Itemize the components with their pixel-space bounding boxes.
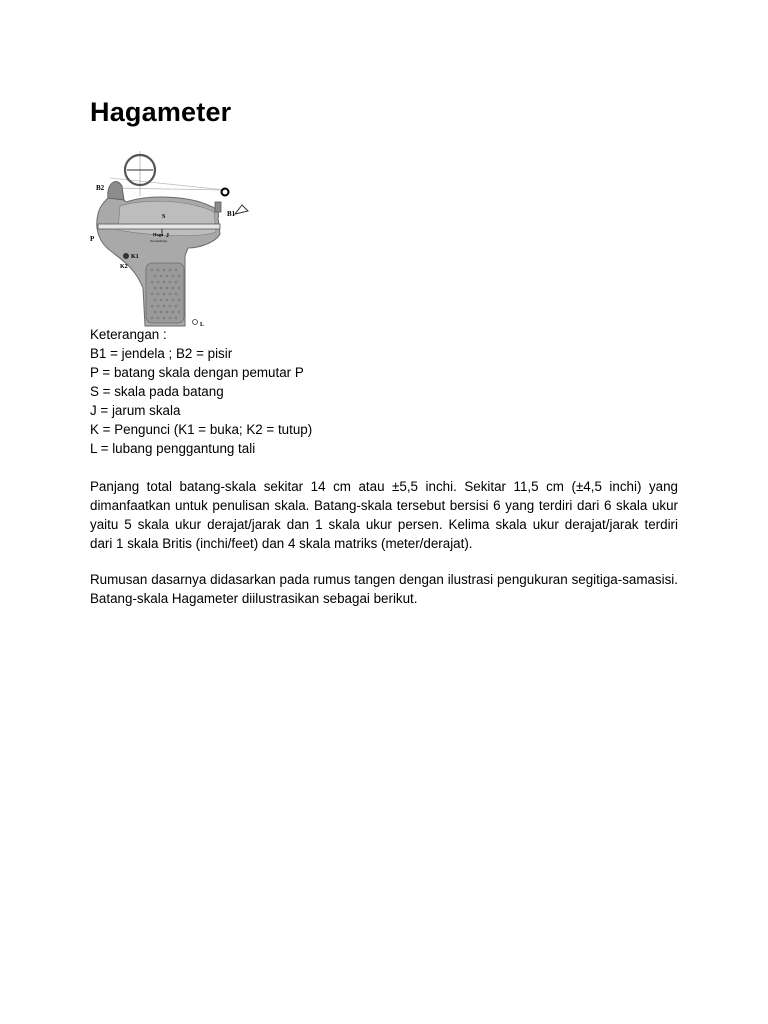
- legend: [90, 325, 312, 458]
- label-brand: Haga: [153, 232, 164, 237]
- legend-item: K = Pengunci (K1 = buka; K2 = tutup): [90, 422, 313, 437]
- paragraph-line: dimanfaatkan untuk penulisan skala. Batang-skala tersebut bersisi 6 yang terdiri dari 6 skala ukur: [90, 498, 678, 513]
- k1-knob: [123, 253, 129, 259]
- grip-texture: [146, 263, 184, 323]
- label-l: L: [200, 322, 205, 328]
- label-k2: K2: [120, 264, 128, 270]
- label-b1: B1: [227, 210, 236, 218]
- ring-icon: [222, 189, 229, 196]
- paragraph-line: Batang-skala Hagameter diilustrasikan sebagai berikut.: [90, 591, 418, 606]
- sight-b1: [215, 202, 221, 212]
- legend-heading: Keterangan :: [90, 327, 167, 342]
- label-country: W-Germany: [150, 239, 168, 243]
- legend-item: P = batang skala dengan pemutar P: [90, 365, 304, 380]
- paragraph-line: Rumusan dasarnya didasarkan pada rumus tangen dengan ilustrasi pengukuran segitiga-samasisi.: [90, 572, 678, 587]
- legend-item: L = lubang penggantung tali: [90, 441, 256, 456]
- sight-b2: [108, 182, 124, 200]
- paragraph-formula: [90, 570, 678, 608]
- hagameter-figure: [90, 148, 250, 328]
- legend-item: S = skala pada batang: [90, 384, 224, 399]
- l-hole: [193, 320, 198, 325]
- label-k1: K1: [131, 254, 139, 260]
- legend-item: B1 = jendela ; B2 = pisir: [90, 346, 233, 361]
- label-b2: B2: [96, 184, 105, 192]
- label-s: S: [162, 214, 166, 220]
- paragraph-dimensions: [90, 477, 678, 553]
- legend-item: J = jarum skala: [90, 403, 181, 418]
- paragraph-line: dari 1 skala Britis (inchi/feet) dan 4 skala matriks (meter/derajat).: [90, 536, 473, 551]
- triangle-icon: [235, 205, 248, 214]
- label-j: J: [166, 233, 169, 239]
- hagameter-illustration: [90, 148, 250, 328]
- scale-bar: [98, 224, 220, 229]
- page-title: Hagameter: [90, 97, 232, 127]
- label-p: P: [90, 235, 95, 243]
- paragraph-line: Panjang total batang-skala sekitar 14 cm atau ±5,5 inchi. Sekitar 11,5 cm (±4,5 inchi) yang: [90, 479, 678, 494]
- paragraph-line: yaitu 5 skala ukur derajat/jarak dan 1 skala ukur persen. Kelima skala ukur derajat/jarak terdiri: [90, 517, 678, 532]
